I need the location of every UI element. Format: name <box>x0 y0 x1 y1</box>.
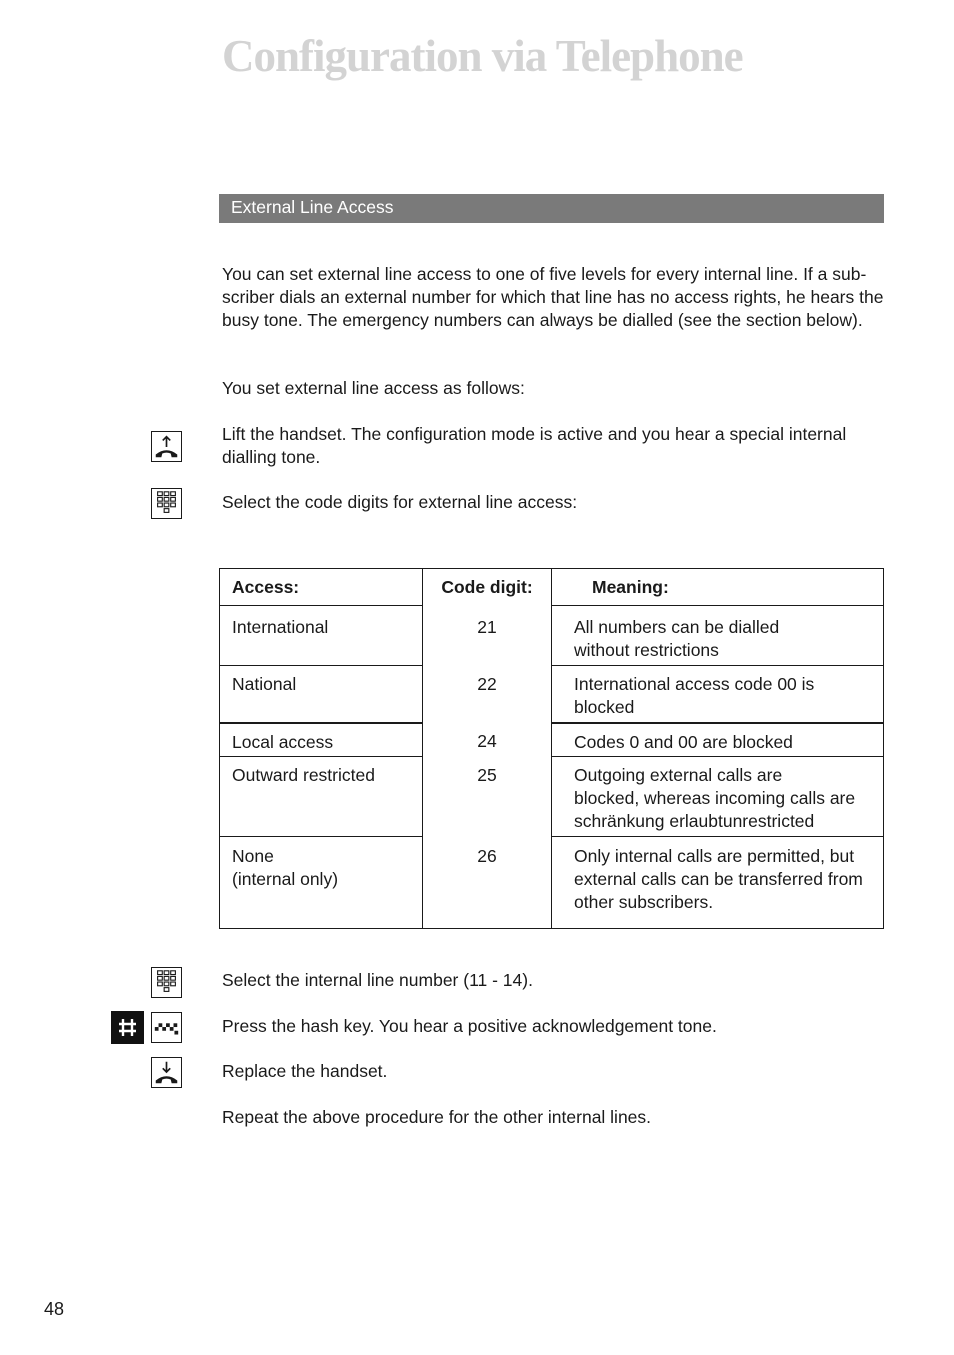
keypad-icon <box>151 488 182 519</box>
step-lift-text: Lift the handset. The configuration mode is active and you hear a special internal dialling tone. <box>222 424 847 467</box>
code-digit: 22 <box>477 673 497 694</box>
meaning-line: schränkung erlaubtunrestricted <box>574 811 815 831</box>
header-access: Access: <box>232 577 300 597</box>
repeat-text: Repeat the above procedure for the other internal lines. <box>222 1107 652 1127</box>
table-row <box>220 837 884 929</box>
code-digit: 26 <box>477 845 497 866</box>
page-number: 48 <box>44 1299 65 1319</box>
meaning-line: blocked <box>574 697 635 717</box>
code-digit: 24 <box>477 730 497 751</box>
handset-lift-icon <box>151 431 182 462</box>
table-row <box>220 666 884 723</box>
meaning-line: blocked, whereas incoming calls are <box>574 788 856 808</box>
header-code: Code digit: <box>441 577 533 597</box>
code-digit: 25 <box>477 764 497 785</box>
code-digit: 21 <box>477 616 497 637</box>
step-replace-text: Replace the handset. <box>222 1061 388 1081</box>
meaning-line: Outgoing external calls are <box>574 765 783 785</box>
handset-replace-icon <box>151 1057 182 1088</box>
meaning-line: other subscribers. <box>574 892 714 912</box>
table-row <box>220 606 884 666</box>
access-level: Local access <box>232 731 334 752</box>
acknowledgement-tone-icon <box>151 1012 182 1043</box>
keypad-icon <box>151 967 182 998</box>
meaning-line: International access code 00 is <box>574 674 815 694</box>
table-row <box>220 723 884 757</box>
header-meaning: Meaning: <box>592 577 669 597</box>
hash-key-icon <box>111 1011 144 1044</box>
access-table <box>219 568 884 929</box>
access-level: None <box>232 846 274 866</box>
intro-paragraph: You can set external line access to one of five levels for every internal line. If a sub-scriber dials an external number for which that line has no access rights, he hears the busy tone. The emergency numbers can always be dialled (see the section below). <box>222 264 884 330</box>
step-press-hash-text: Press the hash key. You hear a positive acknowledgement tone. <box>222 1016 717 1036</box>
how-to-text: You set external line access as follows: <box>222 378 525 398</box>
table-row <box>220 757 884 837</box>
access-level: National <box>232 674 297 694</box>
access-level: Outward restricted <box>232 765 375 785</box>
step-select-code-text: Select the code digits for external line access: <box>222 492 578 512</box>
meaning-line: Only internal calls are permitted, but <box>574 846 855 866</box>
access-level: International <box>232 617 329 637</box>
access-level-note: (internal only) <box>232 869 339 889</box>
page-title: Configuration via Telephone <box>222 31 743 81</box>
section-heading: External Line Access <box>219 194 884 223</box>
meaning-line: Codes 0 and 00 are blocked <box>574 731 793 752</box>
step-select-line-text: Select the internal line number (11 - 14). <box>222 970 533 990</box>
meaning-line: external calls can be transferred from <box>574 869 863 889</box>
meaning-line: All numbers can be dialled <box>574 617 780 637</box>
meaning-line: without restrictions <box>574 640 719 660</box>
